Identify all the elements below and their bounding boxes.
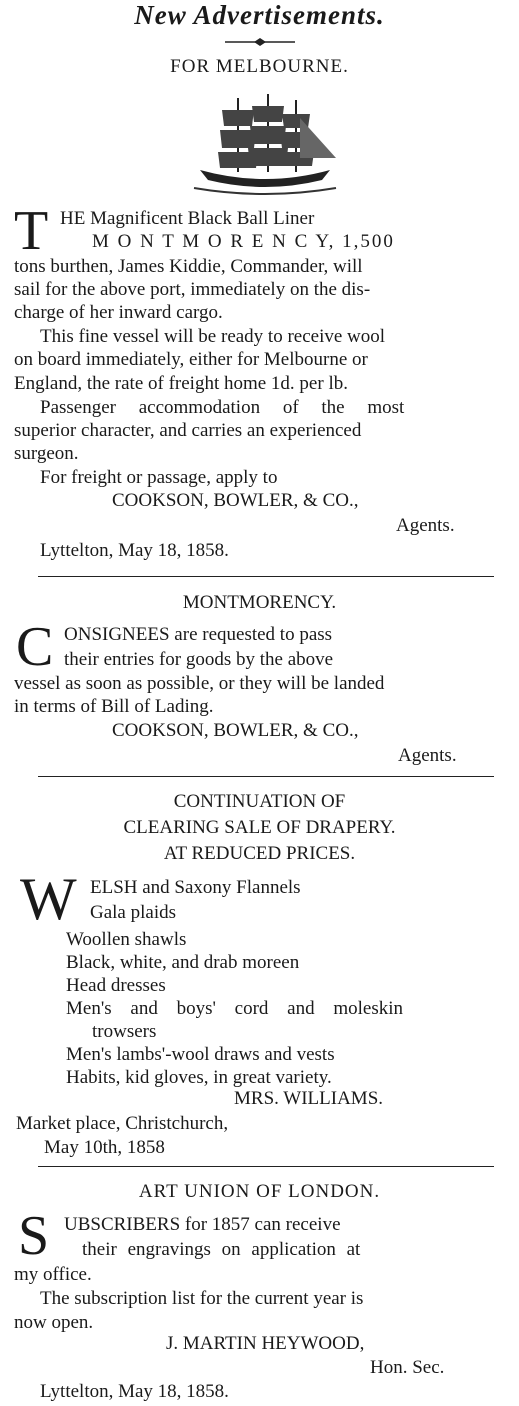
sailing-ship-icon <box>190 88 340 198</box>
masthead-title: New Advertisements. <box>134 0 385 30</box>
ad3-line-8: Men's lambs'-wool draws and vests <box>66 1044 335 1065</box>
ad4-line-2: their engravings on application at <box>82 1239 361 1260</box>
ad3-place: Market place, Christchurch, <box>16 1113 229 1134</box>
ad1-agent-name: COOKSON, BOWLER, & CO., <box>112 490 359 511</box>
ad3-line-1: ELSH and Saxony Flannels <box>90 877 301 898</box>
ad3-dropcap: W <box>20 866 77 932</box>
ad1-line-4: sail for the above port, immediately on the dis- <box>14 279 371 300</box>
ad4-line-1: UBSCRIBERS for 1857 can receive <box>64 1214 341 1235</box>
ad4-dropcap: S <box>18 1205 50 1267</box>
ad1-dateline: Lyttelton, May 18, 1858. <box>40 540 229 561</box>
ad1-line-9: Passenger accommodation of the most <box>40 397 405 418</box>
ad1-line-3: tons burthen, James Kiddie, Commander, will <box>14 256 363 277</box>
ad3-line-7: trowsers <box>92 1021 157 1042</box>
ad3-dateline: May 10th, 1858 <box>44 1137 165 1158</box>
ad3-line-3: Woollen shawls <box>66 929 187 950</box>
ad1-line-11: surgeon. <box>14 443 79 464</box>
ad2-heading: MONTMORENCY. <box>182 592 337 613</box>
ad1-agents-label: Agents. <box>396 515 455 536</box>
ad3-line-6: Men's and boys' cord and moleskin <box>66 998 404 1019</box>
ad1-line-5: charge of her inward cargo. <box>14 302 223 323</box>
ad3-line-2: Gala plaids <box>90 902 177 923</box>
ad2-agent-name: COOKSON, BOWLER, & CO., <box>112 720 359 741</box>
ad4-heading: ART UNION OF LONDON. <box>138 1181 381 1202</box>
ad1-line-6: This fine vessel will be ready to receive wool <box>40 326 386 347</box>
ad1-line-2: M O N T M O R E N C Y, 1,500 <box>92 231 395 252</box>
ad1-line-8: England, the rate of freight home 1d. per lb. <box>14 373 348 394</box>
ad2-line-4: in terms of Bill of Lading. <box>14 696 214 717</box>
ad2-agents-label: Agents. <box>398 745 457 766</box>
ad4-line-4: The subscription list for the current year is <box>40 1288 364 1309</box>
divider-rule <box>38 1166 494 1167</box>
ad3-signature: MRS. WILLIAMS. <box>234 1088 384 1109</box>
ad3-heading-1: CONTINUATION OF <box>173 791 346 812</box>
ad3-line-4: Black, white, and drab moreen <box>66 952 300 973</box>
ad3-line-5: Head dresses <box>66 975 166 996</box>
ad1-line-12: For freight or passage, apply to <box>40 467 278 488</box>
ad4-line-3: my office. <box>14 1264 92 1285</box>
ad3-heading-3: AT REDUCED PRICES. <box>163 843 356 864</box>
ad2-line-1: ONSIGNEES are requested to pass <box>64 624 333 645</box>
ad4-title: Hon. Sec. <box>370 1357 445 1378</box>
ad4-line-5: now open. <box>14 1312 94 1333</box>
divider-rule <box>38 576 494 577</box>
ad4-dateline: Lyttelton, May 18, 1858. <box>40 1381 229 1402</box>
ad3-line-9: Habits, kid gloves, in great variety. <box>66 1067 332 1088</box>
ad1-dropcap: T <box>14 200 49 262</box>
ad2-line-2: their entries for goods by the above <box>64 649 334 670</box>
divider-rule <box>38 776 494 777</box>
ad1-heading: FOR MELBOURNE. <box>170 56 349 77</box>
ad2-line-3: vessel as soon as possible, or they will be landed <box>14 673 385 694</box>
ornament-rule-icon <box>225 38 295 46</box>
ad2-dropcap: C <box>16 616 54 678</box>
ad3-heading-2: CLEARING SALE OF DRAPERY. <box>123 817 396 838</box>
ad1-line-1: HE Magnificent Black Ball Liner <box>60 208 315 229</box>
ad1-line-7: on board immediately, either for Melbourne or <box>14 349 368 370</box>
ad4-signature: J. MARTIN HEYWOOD, <box>166 1333 365 1354</box>
ad1-line-10: superior character, and carries an experienced <box>14 420 362 441</box>
